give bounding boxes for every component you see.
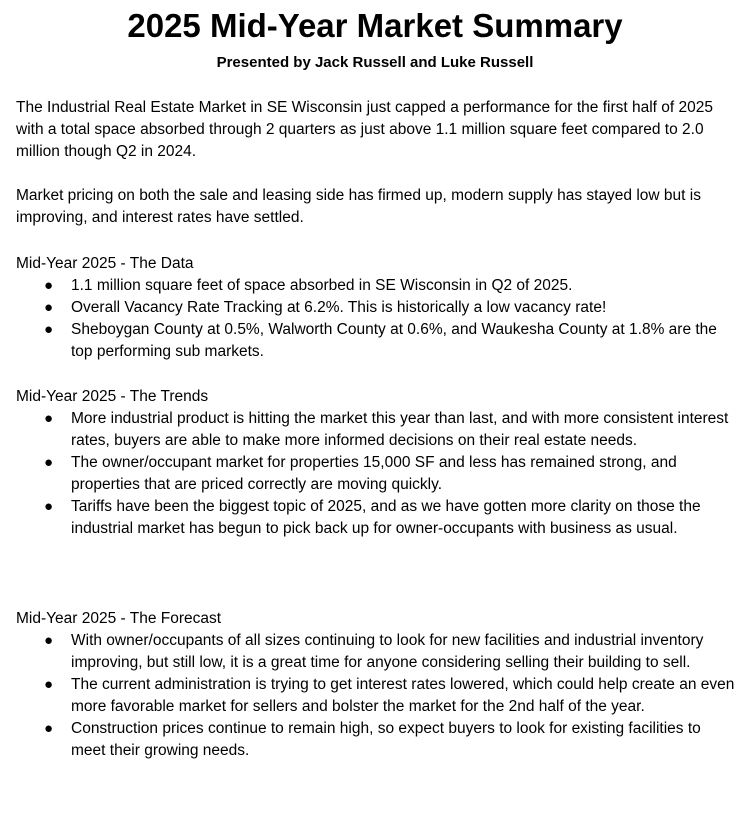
bullet-icon: ● xyxy=(44,498,54,515)
section-heading-trends: Mid-Year 2025 - The Trends xyxy=(16,388,209,405)
bullet-icon: ● xyxy=(44,676,54,693)
bullet-icon: ● xyxy=(44,321,54,338)
data-bullet-list xyxy=(0,275,750,363)
list-item xyxy=(0,496,736,540)
list-item xyxy=(0,674,736,718)
page-subtitle: Presented by Jack Russell and Luke Russell xyxy=(216,54,534,71)
bullet-icon: ● xyxy=(44,277,54,294)
bullet-icon: ● xyxy=(44,454,54,471)
list-item-text: With owner/occupants of all sizes continuing to look for new facilities and industrial inventory improving, but still low, it is a great time for anyone considering selling their building to sell. xyxy=(71,632,704,671)
list-item xyxy=(0,718,736,762)
bullet-icon: ● xyxy=(44,632,54,649)
bullet-icon: ● xyxy=(44,410,54,427)
section-heading-data: Mid-Year 2025 - The Data xyxy=(16,255,194,272)
list-item-text: The owner/occupant market for properties 15,000 SF and less has remained strong, and properties that are priced correctly are moving quickly. xyxy=(71,454,677,493)
list-item-text: More industrial product is hitting the market this year than last, and with more consistent interest rates, buyers are able to make more informed decisions on their real estate needs. xyxy=(71,410,729,449)
intro-paragraph: Market pricing on both the sale and leasing side has firmed up, modern supply has stayed low but is improving, and interest rates have settled. xyxy=(16,187,701,226)
list-item-text: Overall Vacancy Rate Tracking at 6.2%. This is historically a low vacancy rate! xyxy=(71,299,607,316)
list-item xyxy=(0,275,736,297)
list-item xyxy=(0,630,736,674)
list-item-text: Tariffs have been the biggest topic of 2025, and as we have gotten more clarity on those the industrial market has begun to pick back up for owner-occupants with business as usual. xyxy=(71,498,701,537)
section-heading-forecast: Mid-Year 2025 - The Forecast xyxy=(16,610,222,627)
list-item-text: The current administration is trying to get interest rates lowered, which could help create an even more favorable market for sellers and bolster the market for the 2nd half of the year. xyxy=(71,676,735,715)
list-item xyxy=(0,452,736,496)
forecast-bullet-list xyxy=(0,630,750,762)
list-item-text: 1.1 million square feet of space absorbed in SE Wisconsin in Q2 of 2025. xyxy=(71,277,573,294)
list-item-text: Sheboygan County at 0.5%, Walworth County at 0.6%, and Waukesha County at 1.8% are the top performing sub markets. xyxy=(71,321,717,360)
list-item xyxy=(0,319,736,363)
list-item-text: Construction prices continue to remain high, so expect buyers to look for existing facilities to meet their growing needs. xyxy=(71,720,701,759)
bullet-icon: ● xyxy=(44,299,54,316)
list-item xyxy=(0,408,736,452)
trends-bullet-list xyxy=(0,408,750,540)
bullet-icon: ● xyxy=(44,720,54,737)
list-item xyxy=(0,297,736,319)
intro-paragraph: The Industrial Real Estate Market in SE Wisconsin just capped a performance for the first half of 2025 with a total space absorbed through 2 quarters as just above 1.1 million square feet compared to 2.0 million though Q2 in 2024. xyxy=(16,99,713,160)
page-title: 2025 Mid-Year Market Summary xyxy=(127,7,623,44)
